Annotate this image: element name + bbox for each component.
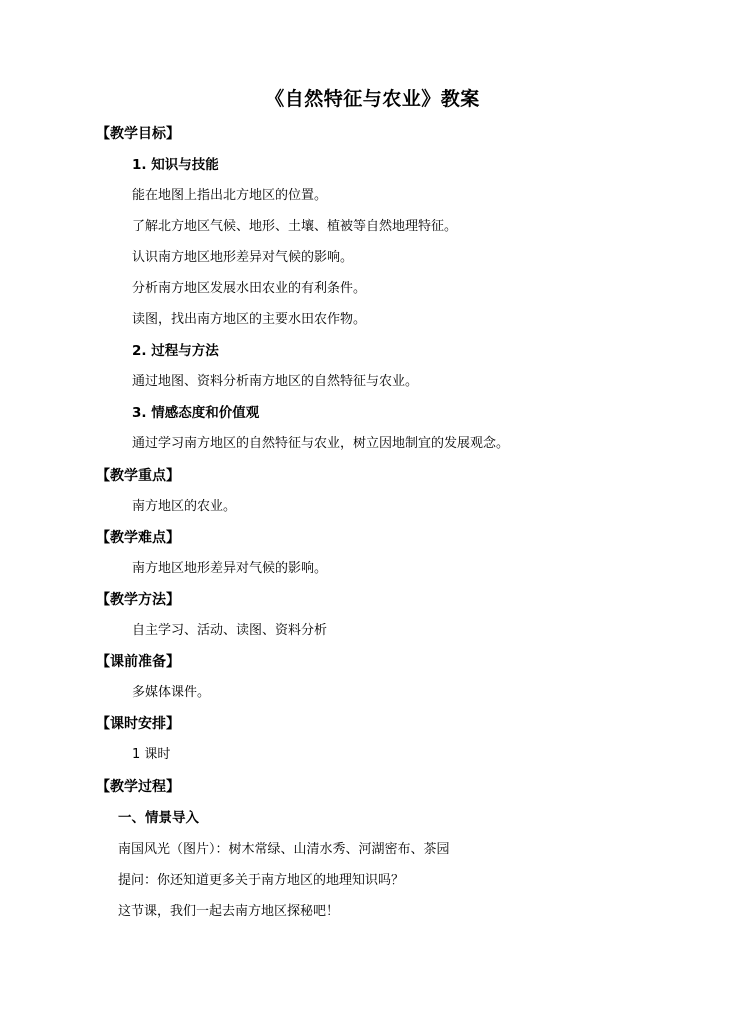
heading-methods: 【教学方法】 [96,592,180,608]
paragraph: 能在地图上指出北方地区的位置。 [132,188,328,203]
heading-preparation: 【课前准备】 [96,654,180,670]
paragraph: 南国风光（图片）：树木常绿、山清水秀、河湖密布、茶园 [118,842,450,857]
paragraph: 分析南方地区发展水田农业的有利条件。 [132,281,367,296]
subheading-values: 3. 情感态度和价值观 [132,405,260,421]
heading-difficulties: 【教学难点】 [96,530,180,546]
paragraph: 这节课，我们一起去南方地区探秘吧！ [118,904,340,919]
heading-objectives: 【教学目标】 [96,126,180,142]
paragraph: 自主学习、活动、读图、资料分析 [132,623,328,638]
paragraph: 认识南方地区地形差异对气候的影响。 [132,250,354,265]
paragraph: 南方地区地形差异对气候的影响。 [132,561,328,576]
subheading-knowledge: 1. 知识与技能 [132,157,219,173]
paragraph: 通过学习南方地区的自然特征与农业，树立因地制宜的发展观念。 [132,436,510,451]
heading-process: 【教学过程】 [96,779,180,795]
subheading-step1: 一、情景导入 [118,810,199,826]
subheading-process: 2. 过程与方法 [132,343,219,359]
paragraph: 了解北方地区气候、地形、土壤、植被等自然地理特征。 [132,219,458,234]
heading-schedule: 【课时安排】 [96,716,180,732]
paragraph: 通过地图、资料分析南方地区的自然特征与农业。 [132,374,419,389]
paragraph: 1 课时 [132,747,171,762]
document-title: 《自然特征与农业》教案 [265,88,480,110]
paragraph: 南方地区的农业。 [132,499,237,514]
paragraph: 读图，找出南方地区的主要水田农作物。 [132,312,367,327]
paragraph: 多媒体课件。 [132,685,211,700]
heading-key-points: 【教学重点】 [96,468,180,484]
paragraph: 提问：你还知道更多关于南方地区的地理知识吗？ [118,873,405,888]
